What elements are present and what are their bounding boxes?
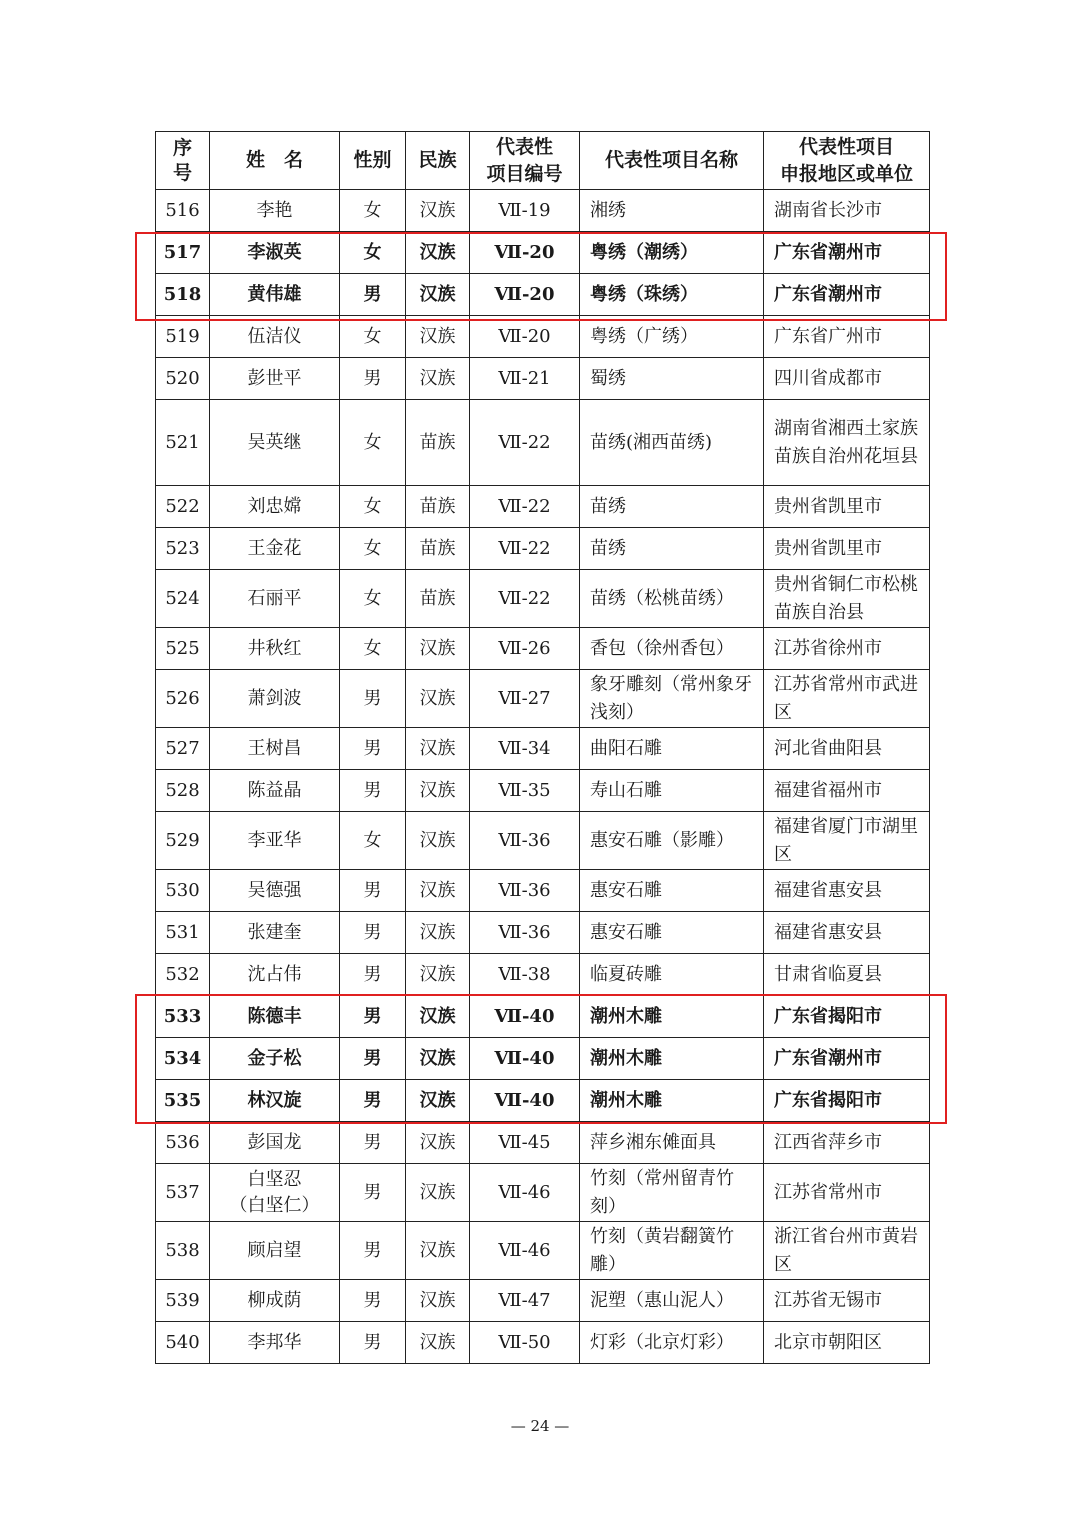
cell-seq: 540	[156, 1322, 210, 1364]
cell-gender: 男	[340, 670, 406, 728]
cell-gender: 女	[340, 400, 406, 486]
cell-name: 吴德强	[210, 870, 340, 912]
cell-gender: 女	[340, 232, 406, 274]
cell-seq: 521	[156, 400, 210, 486]
cell-code: Ⅶ-38	[470, 954, 580, 996]
cell-region: 广东省潮州市	[764, 232, 930, 274]
cell-seq: 528	[156, 770, 210, 812]
cell-code: Ⅶ-22	[470, 400, 580, 486]
cell-region: 江苏省无锡市	[764, 1280, 930, 1322]
cell-code: Ⅶ-20	[470, 274, 580, 316]
cell-gender: 男	[340, 1222, 406, 1280]
table-row	[156, 770, 930, 812]
cell-name: 石丽平	[210, 570, 340, 628]
cell-project: 惠安石雕（影雕）	[580, 812, 764, 870]
cell-ethnicity: 汉族	[406, 1222, 470, 1280]
cell-gender: 男	[340, 1038, 406, 1080]
cell-region: 江苏省常州市	[764, 1164, 930, 1222]
cell-region: 江西省萍乡市	[764, 1122, 930, 1164]
cell-project: 竹刻（常州留青竹刻）	[580, 1164, 764, 1222]
cell-seq: 524	[156, 570, 210, 628]
cell-project: 潮州木雕	[580, 1080, 764, 1122]
cell-ethnicity: 汉族	[406, 628, 470, 670]
cell-code: Ⅶ-22	[470, 486, 580, 528]
cell-code: Ⅶ-45	[470, 1122, 580, 1164]
cell-gender: 女	[340, 528, 406, 570]
cell-ethnicity: 苗族	[406, 528, 470, 570]
cell-ethnicity: 汉族	[406, 316, 470, 358]
cell-project: 粤绣（珠绣）	[580, 274, 764, 316]
cell-gender: 女	[340, 486, 406, 528]
cell-seq: 525	[156, 628, 210, 670]
cell-code: Ⅶ-36	[470, 870, 580, 912]
cell-project: 粤绣（潮绣）	[580, 232, 764, 274]
cell-code: Ⅶ-22	[470, 528, 580, 570]
cell-seq: 517	[156, 232, 210, 274]
cell-project: 苗绣	[580, 486, 764, 528]
table-row	[156, 400, 930, 486]
cell-code: Ⅶ-40	[470, 1080, 580, 1122]
cell-seq: 532	[156, 954, 210, 996]
cell-name: 李亚华	[210, 812, 340, 870]
cell-ethnicity: 汉族	[406, 670, 470, 728]
cell-name: 李淑英	[210, 232, 340, 274]
cell-code: Ⅶ-20	[470, 232, 580, 274]
cell-region: 广东省广州市	[764, 316, 930, 358]
header-region: 代表性项目 申报地区或单位	[764, 132, 930, 190]
cell-ethnicity: 汉族	[406, 190, 470, 232]
table-row	[156, 1122, 930, 1164]
cell-name: 林汉旋	[210, 1080, 340, 1122]
cell-seq: 529	[156, 812, 210, 870]
cell-project: 灯彩（北京灯彩）	[580, 1322, 764, 1364]
cell-region: 北京市朝阳区	[764, 1322, 930, 1364]
cell-gender: 男	[340, 1122, 406, 1164]
table-row	[156, 812, 930, 870]
cell-code: Ⅶ-46	[470, 1164, 580, 1222]
table-row	[156, 190, 930, 232]
cell-region: 贵州省铜仁市松桃苗族自治县	[764, 570, 930, 628]
cell-ethnicity: 汉族	[406, 232, 470, 274]
cell-gender: 男	[340, 996, 406, 1038]
cell-name: 陈德丰	[210, 996, 340, 1038]
cell-name: 刘忠嫦	[210, 486, 340, 528]
cell-ethnicity: 汉族	[406, 770, 470, 812]
cell-project: 曲阳石雕	[580, 728, 764, 770]
cell-code: Ⅶ-47	[470, 1280, 580, 1322]
cell-name: 李邦华	[210, 1322, 340, 1364]
cell-gender: 男	[340, 770, 406, 812]
cell-seq: 535	[156, 1080, 210, 1122]
cell-gender: 男	[340, 954, 406, 996]
cell-region: 浙江省台州市黄岩区	[764, 1222, 930, 1280]
table-row	[156, 954, 930, 996]
cell-name: 彭国龙	[210, 1122, 340, 1164]
cell-name: 李艳	[210, 190, 340, 232]
cell-name: 王金花	[210, 528, 340, 570]
cell-seq: 530	[156, 870, 210, 912]
table-row	[156, 1280, 930, 1322]
cell-region: 广东省揭阳市	[764, 1080, 930, 1122]
cell-seq: 519	[156, 316, 210, 358]
header-row	[156, 132, 930, 190]
cell-code: Ⅶ-22	[470, 570, 580, 628]
cell-name: 白坚忍 （白坚仁）	[210, 1164, 340, 1222]
cell-project: 苗绣	[580, 528, 764, 570]
cell-code: Ⅶ-36	[470, 912, 580, 954]
cell-gender: 男	[340, 1080, 406, 1122]
cell-gender: 男	[340, 912, 406, 954]
cell-code: Ⅶ-34	[470, 728, 580, 770]
cell-region: 福建省福州市	[764, 770, 930, 812]
cell-seq: 527	[156, 728, 210, 770]
cell-gender: 女	[340, 570, 406, 628]
cell-project: 惠安石雕	[580, 870, 764, 912]
cell-region: 河北省曲阳县	[764, 728, 930, 770]
cell-gender: 男	[340, 870, 406, 912]
cell-name: 吴英继	[210, 400, 340, 486]
cell-name: 沈占伟	[210, 954, 340, 996]
table-row	[156, 1222, 930, 1280]
cell-region: 福建省惠安县	[764, 912, 930, 954]
cell-name: 伍洁仪	[210, 316, 340, 358]
cell-region: 江苏省常州市武进区	[764, 670, 930, 728]
cell-region: 广东省潮州市	[764, 1038, 930, 1080]
cell-ethnicity: 苗族	[406, 400, 470, 486]
cell-name: 柳成荫	[210, 1280, 340, 1322]
cell-gender: 男	[340, 274, 406, 316]
table-row	[156, 628, 930, 670]
cell-code: Ⅶ-40	[470, 996, 580, 1038]
cell-code: Ⅶ-27	[470, 670, 580, 728]
cell-project: 香包（徐州香包）	[580, 628, 764, 670]
cell-region: 湖南省湘西土家族苗族自治州花垣县	[764, 400, 930, 486]
cell-seq: 516	[156, 190, 210, 232]
cell-name: 彭世平	[210, 358, 340, 400]
table-row	[156, 670, 930, 728]
cell-name: 金子松	[210, 1038, 340, 1080]
cell-project: 象牙雕刻（常州象牙浅刻）	[580, 670, 764, 728]
cell-code: Ⅶ-50	[470, 1322, 580, 1364]
cell-region: 福建省惠安县	[764, 870, 930, 912]
cell-ethnicity: 汉族	[406, 1280, 470, 1322]
cell-ethnicity: 汉族	[406, 358, 470, 400]
cell-gender: 男	[340, 1322, 406, 1364]
cell-ethnicity: 汉族	[406, 996, 470, 1038]
cell-gender: 女	[340, 812, 406, 870]
cell-region: 湖南省长沙市	[764, 190, 930, 232]
cell-ethnicity: 汉族	[406, 812, 470, 870]
cell-seq: 533	[156, 996, 210, 1038]
cell-seq: 534	[156, 1038, 210, 1080]
cell-project: 萍乡湘东傩面具	[580, 1122, 764, 1164]
table-row	[156, 316, 930, 358]
cell-project: 竹刻（黄岩翻簧竹雕）	[580, 1222, 764, 1280]
cell-project: 苗绣(湘西苗绣)	[580, 400, 764, 486]
cell-seq: 537	[156, 1164, 210, 1222]
cell-project: 惠安石雕	[580, 912, 764, 954]
header-ethnicity: 民族	[406, 132, 470, 190]
cell-region: 甘肃省临夏县	[764, 954, 930, 996]
cell-code: Ⅶ-20	[470, 316, 580, 358]
cell-code: Ⅶ-40	[470, 1038, 580, 1080]
cell-project: 蜀绣	[580, 358, 764, 400]
cell-region: 四川省成都市	[764, 358, 930, 400]
cell-ethnicity: 汉族	[406, 728, 470, 770]
table-row	[156, 358, 930, 400]
cell-name: 王树昌	[210, 728, 340, 770]
cell-name: 萧剑波	[210, 670, 340, 728]
cell-name: 黄伟雄	[210, 274, 340, 316]
cell-code: Ⅶ-36	[470, 812, 580, 870]
cell-seq: 538	[156, 1222, 210, 1280]
table-row	[156, 870, 930, 912]
table-row	[156, 1164, 930, 1222]
cell-seq: 539	[156, 1280, 210, 1322]
cell-ethnicity: 汉族	[406, 954, 470, 996]
cell-name: 张建奎	[210, 912, 340, 954]
cell-project: 苗绣（松桃苗绣）	[580, 570, 764, 628]
cell-seq: 531	[156, 912, 210, 954]
table-row	[156, 570, 930, 628]
cell-ethnicity: 汉族	[406, 1080, 470, 1122]
cell-code: Ⅶ-21	[470, 358, 580, 400]
cell-region: 广东省潮州市	[764, 274, 930, 316]
cell-region: 福建省厦门市湖里区	[764, 812, 930, 870]
header-project: 代表性项目名称	[580, 132, 764, 190]
cell-ethnicity: 汉族	[406, 1322, 470, 1364]
cell-seq: 526	[156, 670, 210, 728]
cell-region: 江苏省徐州市	[764, 628, 930, 670]
cell-code: Ⅶ-46	[470, 1222, 580, 1280]
cell-ethnicity: 汉族	[406, 1038, 470, 1080]
cell-code: Ⅶ-19	[470, 190, 580, 232]
table-row	[156, 728, 930, 770]
cell-code: Ⅶ-26	[470, 628, 580, 670]
header-code: 代表性 项目编号	[470, 132, 580, 190]
cell-gender: 女	[340, 316, 406, 358]
header-gender: 性别	[340, 132, 406, 190]
cell-project: 粤绣（广绣）	[580, 316, 764, 358]
header-seq: 序 号	[156, 132, 210, 190]
cell-seq: 518	[156, 274, 210, 316]
highlight-box-woodcarving	[135, 994, 947, 1124]
cell-seq: 522	[156, 486, 210, 528]
cell-seq: 520	[156, 358, 210, 400]
page-number: — 24 —	[510, 1417, 570, 1435]
cell-gender: 男	[340, 728, 406, 770]
cell-gender: 女	[340, 190, 406, 232]
highlight-box-embroidery	[135, 232, 947, 321]
cell-ethnicity: 汉族	[406, 912, 470, 954]
cell-ethnicity: 汉族	[406, 870, 470, 912]
cell-ethnicity: 汉族	[406, 1164, 470, 1222]
cell-region: 贵州省凯里市	[764, 528, 930, 570]
cell-project: 潮州木雕	[580, 996, 764, 1038]
cell-gender: 男	[340, 1164, 406, 1222]
cell-ethnicity: 汉族	[406, 274, 470, 316]
cell-name: 井秋红	[210, 628, 340, 670]
cell-ethnicity: 苗族	[406, 570, 470, 628]
table-row	[156, 528, 930, 570]
table-row	[156, 1322, 930, 1364]
cell-ethnicity: 苗族	[406, 486, 470, 528]
cell-project: 潮州木雕	[580, 1038, 764, 1080]
cell-code: Ⅶ-35	[470, 770, 580, 812]
header-name: 姓 名	[210, 132, 340, 190]
cell-seq: 523	[156, 528, 210, 570]
table-row	[156, 486, 930, 528]
cell-project: 寿山石雕	[580, 770, 764, 812]
cell-seq: 536	[156, 1122, 210, 1164]
cell-name: 陈益晶	[210, 770, 340, 812]
cell-gender: 男	[340, 1280, 406, 1322]
cell-region: 广东省揭阳市	[764, 996, 930, 1038]
cell-region: 贵州省凯里市	[764, 486, 930, 528]
cell-name: 顾启望	[210, 1222, 340, 1280]
table-row	[156, 912, 930, 954]
cell-gender: 女	[340, 628, 406, 670]
cell-gender: 男	[340, 358, 406, 400]
cell-project: 泥塑（惠山泥人）	[580, 1280, 764, 1322]
cell-project: 湘绣	[580, 190, 764, 232]
cell-project: 临夏砖雕	[580, 954, 764, 996]
cell-ethnicity: 汉族	[406, 1122, 470, 1164]
